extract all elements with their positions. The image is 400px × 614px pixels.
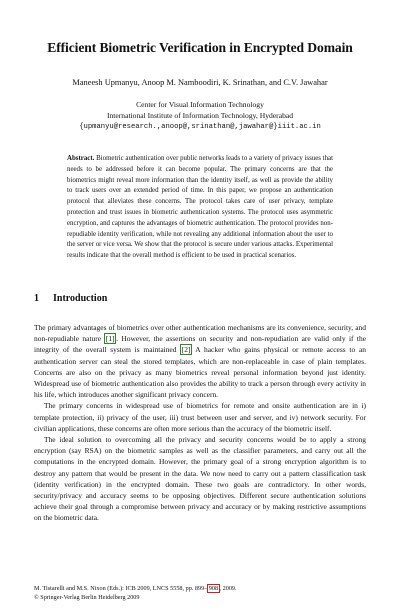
- section-title: Introduction: [53, 293, 108, 304]
- footer-line-1: [34, 584, 237, 593]
- paragraph-1-text-b: . However, the assertions on security and non-repudiation are valid only if the integrity of the overall system is maintained: [34, 334, 366, 355]
- affiliation-institute: International Institute of Information Technology, Hyderabad: [106, 110, 294, 120]
- footer-proceedings: M. Tistarelli and M.S. Nixon (Eds.): ICB 2009, LNCS 5558, pp. 899–: [34, 585, 208, 592]
- citation-link-2[interactable]: [2]: [181, 345, 191, 355]
- section-body: [34, 322, 366, 524]
- author-emails: {upmanyu@research.,anoop@,srinathan@,jawahar@}iiit.ac.in: [79, 122, 321, 131]
- footer-year: , 2009.: [219, 585, 237, 592]
- paragraph-3: The ideal solution to overcoming all the privacy and security concerns would be to apply a strong encryption (say RSA) on the biometric samples as well as the classifier parameters, and carry out all the computations in the encrypted domain. However, the primary goal of a strong encryption algorithm is to destroy any pattern that would be present in the data. We now need to carry out a pattern classification task (identity verification) in the encrypted domain. These two goals are contradictory. In other words, security/privacy and accuracy seems to be opposing objectives. Different secure authentication solutions achieve their goal through a compromise between privacy and accuracy or by making restrictive assumptions on the biometric data.: [34, 435, 366, 523]
- paragraph-1: [34, 322, 366, 400]
- footer-citation: [34, 584, 237, 602]
- paper-title: Efficient Biometric Verification in Encrypted Domain: [47, 40, 353, 55]
- affiliation-center: Center for Visual Information Technology: [136, 100, 264, 109]
- abstract: [67, 154, 333, 262]
- author-list: Maneesh Upmanyu, Anoop M. Namboodiri, K. Srinathan, and C.V. Jawahar: [72, 78, 328, 87]
- section-heading: [34, 293, 107, 304]
- paragraph-1-text-a: The primary advantages of biometrics over other authentication mechanisms are its convenience, security, and non-repudiable nature: [34, 323, 366, 344]
- paragraph-2: The primary concerns in widespread use of biometrics for remote and onsite authentication are in i) template protection, ii) privacy of the user, iii) trust between user and server, and iv) network security. For civilian applications, these concerns are often more serious than the accuracy of the biometric itself.: [34, 401, 366, 433]
- abstract-label: Abstract.: [67, 155, 95, 162]
- paragraph-1-text-c: A hacker who gains physical or remote access to an authentication server can steal the stored templates, which are non-replaceable in case of plain templates. Concerns are also on the privacy as many biometrics reveal personal information beyond just identity. Widespread use of biometric authentication also provides the ability to track a person through every activity in his life, which introduces another significant privacy concern.: [34, 345, 366, 400]
- footer-copyright: © Springer-Verlag Berlin Heidelberg 2009: [34, 594, 140, 601]
- section-number: 1: [34, 293, 39, 304]
- citation-link-1[interactable]: [1]: [105, 334, 115, 344]
- affiliation: [10, 100, 390, 132]
- page-range-link[interactable]: 908: [208, 585, 219, 592]
- abstract-text: Biometric authentication over public networks leads to a variety of privacy issues that needs to be addressed before it can become popular. The primary concerns are that the biometrics might reveal more information than the identity itself, as well as provide the ability to track users over an extended period of time. In this paper, we propose an authentication protocol that alleviates these concerns. The protocol takes care of user privacy, template protection and trust issues in biometric authentication systems. The protocol uses asymmetric encryption, and captures the advantages of biometric authentication. The protocol provides non-repudiable identity verification, while not revealing any additional information about the user to the server or vice versa. We show that the protocol is secure under various attacks. Experimental results indicate that the overall method is efficient to be used in practical scenarios.: [67, 155, 334, 260]
